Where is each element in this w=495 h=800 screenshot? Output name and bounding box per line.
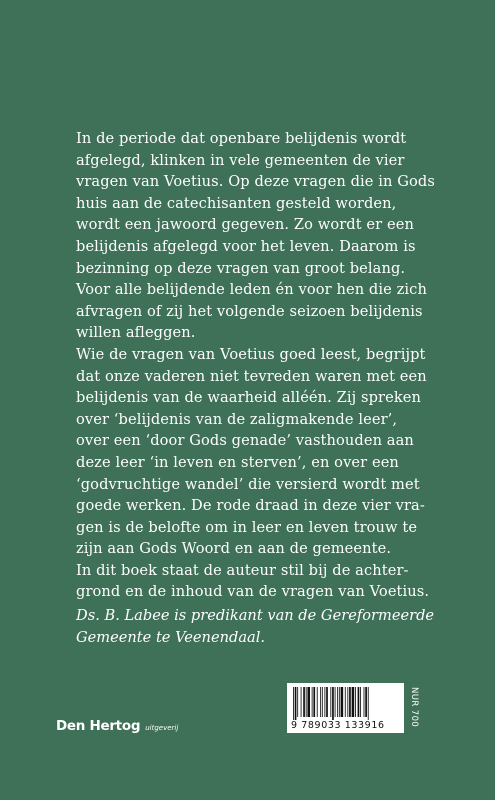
barcode-bar — [295, 687, 297, 720]
barcode-bar — [322, 687, 323, 717]
barcode-bar — [307, 687, 310, 717]
blurb-paragraph-3: In dit boek staat de auteur stil bij de achter- grond en de inhoud van de vragen van Voetius. — [76, 561, 430, 601]
barcode-bar — [326, 687, 328, 717]
barcode-bar — [335, 687, 336, 717]
barcode-bar — [364, 687, 365, 717]
blurb-paragraph-2: Wie de vragen van Voetius goed leest, begrijpt dat onze vaderen niet tevreden waren met een belijdenis van de waarheid alléén. Zij spreken over ‘belijdenis van de zaligmakende leer’, over een ‘door Gods genade’ vasthouden aan deze leer ‘in leven en sterven’, en over een ‘godvruchtige wandel’ die versierd wordt met goede werken. De rode draad in deze vier vra- gen is de belofte om in leer en leven trouw te zijn aan Gods Woord en aan de gemeente. — [76, 345, 427, 558]
barcode-bar — [317, 687, 318, 717]
isbn-barcode — [287, 683, 404, 733]
isbn-digits: 9 789033 133916 — [291, 720, 385, 731]
publisher-name: Den Hertog — [56, 718, 141, 734]
barcode-bar — [301, 687, 302, 717]
barcode-bar — [360, 687, 361, 717]
blurb-paragraph-1: In de periode dat openbare belijdenis wordt afgelegd, klinken in vele gemeenten de vier vragen van Voetius. Op deze vragen die in Gods huis aan de catechisanten gesteld worden, wordt een jawoord gegeven. Zo wordt er een belijdenis afgelegd voor het leven. Daarom is bezinning op deze vragen van groot belang. Voor alle belijdende leden én voor hen die zich afvragen of zij het volgende seizoen belijdenis willen afleggen. — [76, 130, 435, 342]
barcode-bar — [341, 687, 344, 717]
barcode-bar — [349, 687, 351, 717]
barcode-bar — [339, 687, 340, 717]
barcode-bar — [293, 687, 294, 720]
barcode-bar — [337, 687, 338, 717]
barcode-bar — [345, 687, 346, 717]
barcode-bar — [355, 687, 356, 717]
barcode-bar — [365, 687, 367, 717]
nur-code — [407, 687, 421, 737]
barcode-bar — [358, 687, 360, 717]
nur-code-label: NUR 700 — [409, 687, 419, 728]
back-cover-blurb — [76, 128, 436, 603]
barcode-bar — [306, 687, 307, 717]
barcode-bar — [313, 687, 315, 717]
barcode-bar — [303, 687, 305, 717]
barcode-bar — [312, 687, 313, 717]
publisher-suffix: uitgeverij — [145, 724, 179, 732]
barcode-bar — [320, 687, 321, 717]
barcode-bar — [332, 687, 334, 720]
author-note: Ds. B. Labee is predikant van de Gereformeerde Gemeente te Veenendaal. — [76, 607, 435, 646]
barcode-bar — [297, 687, 298, 717]
barcode-bar — [368, 687, 369, 720]
barcode-bars — [293, 687, 399, 720]
barcode-bar — [324, 687, 325, 717]
barcode-bar — [352, 687, 355, 717]
barcode-bar — [330, 687, 331, 717]
barcode-bar — [347, 687, 348, 717]
publisher-logo — [56, 718, 178, 734]
